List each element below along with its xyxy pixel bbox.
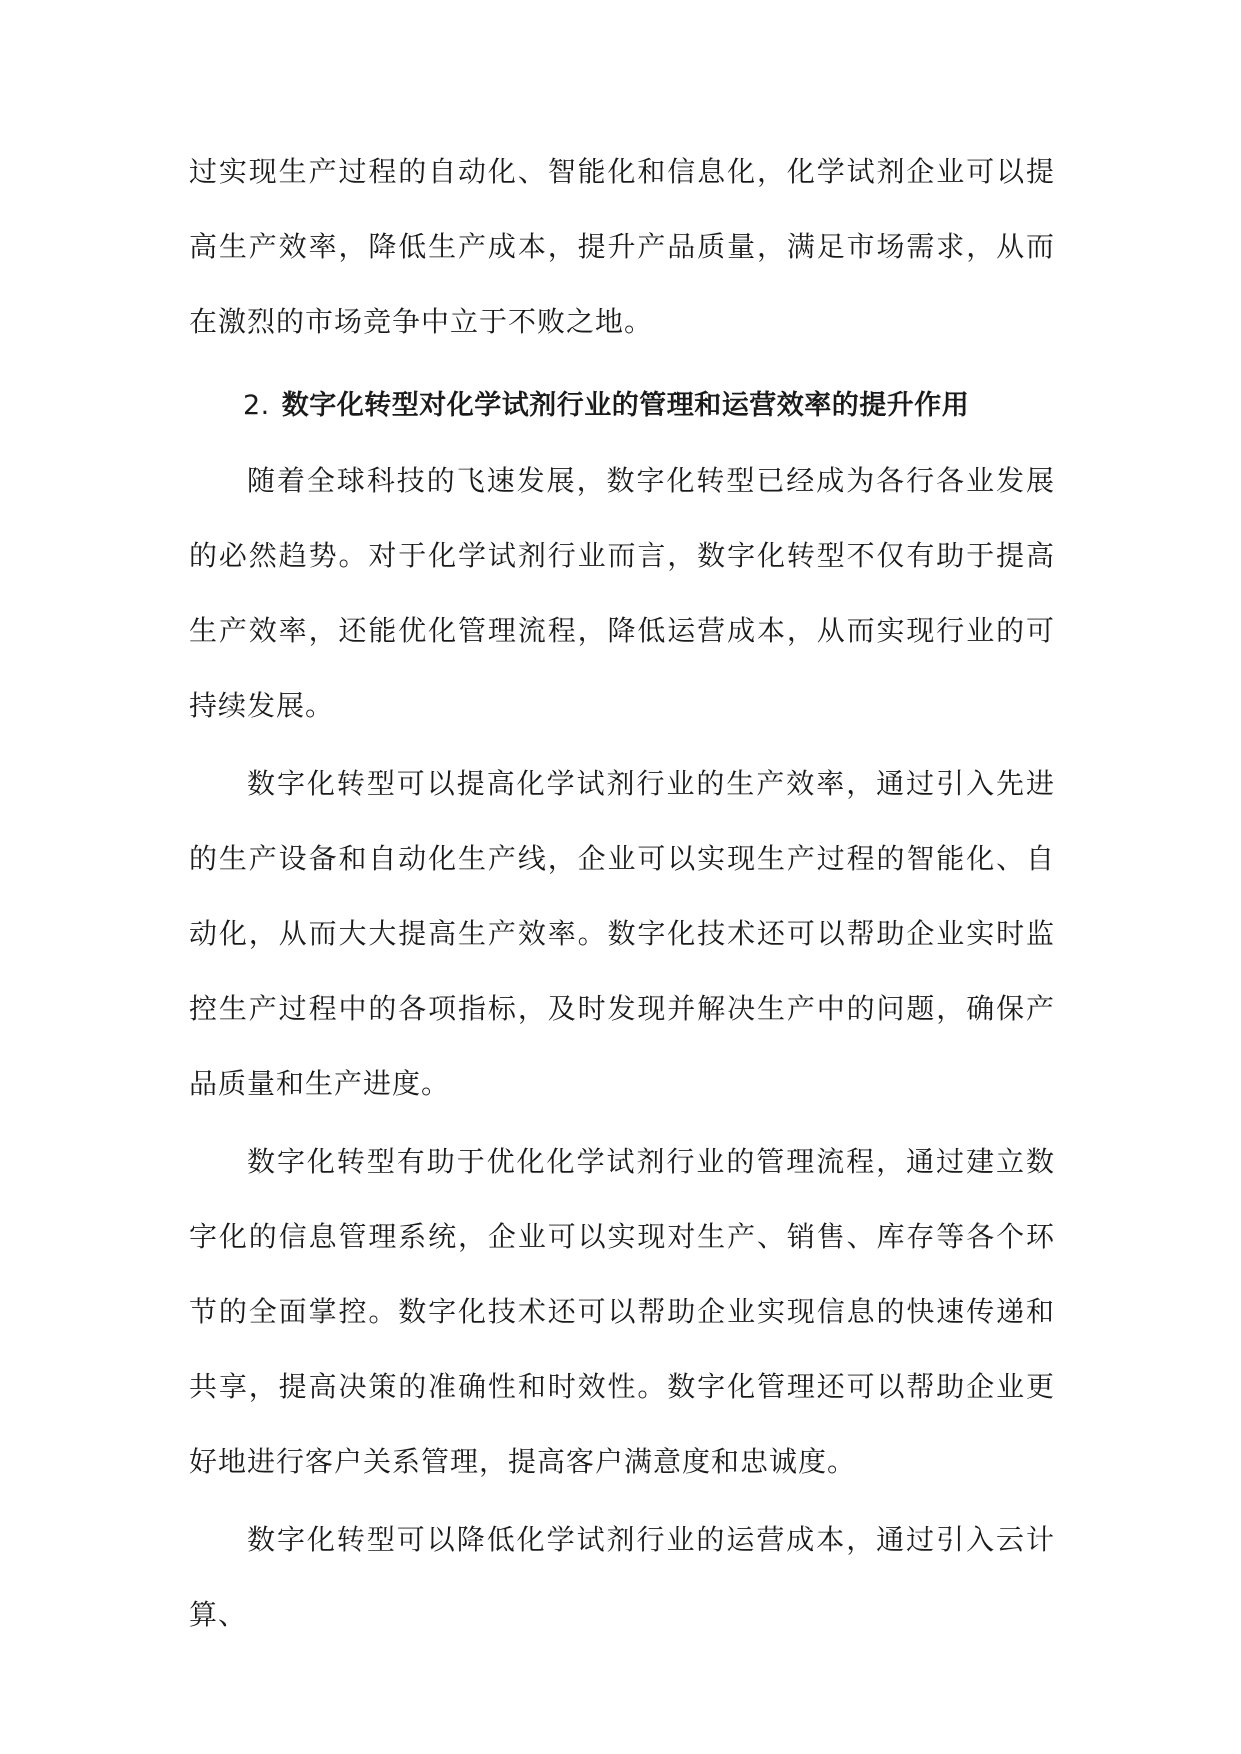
paragraph-intro: 随着全球科技的飞速发展，数字化转型已经成为各行各业发展的必然趋势。对于化学试剂行业而言，数字化转型不仅有助于提高生产效率，还能优化管理流程，降低运营成本，从而实现行业的可持续发展。 — [189, 464, 1055, 722]
paragraph-management-process: 数字化转型有助于优化化学试剂行业的管理流程，通过建立数字化的信息管理系统，企业可以实现对生产、销售、库存等各个环节的全面掌控。数字化技术还可以帮助企业实现信息的快速传递和共享，提高决策的准确性和时效性。数字化管理还可以帮助企业更好地进行客户关系管理，提高客户满意度和忠诚度。 — [189, 1145, 1055, 1478]
document-page — [189, 134, 1055, 1652]
section-heading — [189, 368, 1055, 443]
section-number: 2. — [243, 390, 270, 421]
section-title: 数字化转型对化学试剂行业的管理和运营效率的提升作用 — [281, 390, 970, 421]
paragraph-operating-cost: 数字化转型可以降低化学试剂行业的运营成本，通过引入云计算、 — [189, 1523, 1055, 1631]
paragraph-continuation: 过实现生产过程的自动化、智能化和信息化，化学试剂企业可以提高生产效率，降低生产成本，提升产品质量，满足市场需求，从而在激烈的市场竞争中立于不败之地。 — [189, 155, 1055, 338]
paragraph-production-efficiency: 数字化转型可以提高化学试剂行业的生产效率，通过引入先进的生产设备和自动化生产线，企业可以实现生产过程的智能化、自动化，从而大大提高生产效率。数字化技术还可以帮助企业实时监控生产过程中的各项指标，及时发现并解决生产中的问题，确保产品质量和生产进度。 — [189, 767, 1055, 1100]
